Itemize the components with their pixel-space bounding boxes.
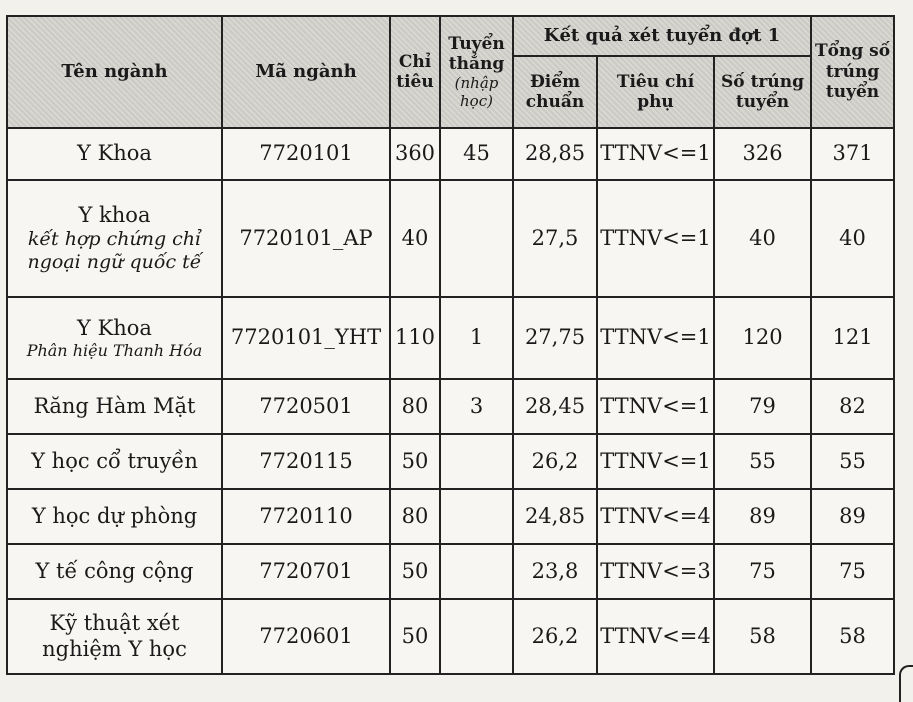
row-code: 7720501 [222, 379, 390, 434]
row-admitted: 120 [714, 297, 811, 379]
row-total: 89 [811, 489, 894, 544]
header-quota: Chỉ tiêu [390, 16, 440, 128]
row-code: 7720115 [222, 434, 390, 489]
row-cutoff: 23,8 [513, 544, 597, 599]
row-criteria: TTNV<=1 [597, 180, 714, 297]
admissions-table [6, 15, 895, 675]
row-name: Y học cổ truyền [7, 434, 222, 489]
row-code: 7720101_AP [222, 180, 390, 297]
row-total: 371 [811, 128, 894, 180]
row-criteria: TTNV<=3 [597, 544, 714, 599]
row-name: Kỹ thuật xét nghiệm Y học [7, 599, 222, 674]
header-admitted: Số trúng tuyển [714, 56, 811, 128]
header-direct-note: (nhập học) [454, 74, 499, 111]
row-name-subtitle: kết hợp chứng chỉ ngoại ngữ quốc tế [27, 228, 202, 274]
row-name [7, 180, 222, 297]
row-quota: 110 [390, 297, 440, 379]
row-admitted: 89 [714, 489, 811, 544]
row-name [7, 128, 222, 180]
row-cutoff: 26,2 [513, 434, 597, 489]
row-criteria: TTNV<=4 [597, 489, 714, 544]
row-direct: 3 [440, 379, 513, 434]
row-direct [440, 434, 513, 489]
row-cutoff: 27,75 [513, 297, 597, 379]
row-name [7, 297, 222, 379]
row-criteria: TTNV<=1 [597, 297, 714, 379]
row-cutoff: 27,5 [513, 180, 597, 297]
row-direct: 1 [440, 297, 513, 379]
row-admitted: 58 [714, 599, 811, 674]
row-total: 58 [811, 599, 894, 674]
row-total: 75 [811, 544, 894, 599]
row-total: 82 [811, 379, 894, 434]
row-code: 7720110 [222, 489, 390, 544]
page-corner-mark [899, 665, 913, 702]
header-total: Tổng số trúng tuyển [811, 16, 894, 128]
table-row [7, 379, 894, 434]
header-result-group: Kết quả xét tuyển đợt 1 [513, 16, 811, 56]
row-name: Y tế công cộng [7, 544, 222, 599]
row-code: 7720101_YHT [222, 297, 390, 379]
table-row [7, 599, 894, 674]
row-cutoff: 26,2 [513, 599, 597, 674]
row-admitted: 326 [714, 128, 811, 180]
header-code: Mã ngành [222, 16, 390, 128]
row-quota: 50 [390, 544, 440, 599]
row-criteria: TTNV<=1 [597, 128, 714, 180]
header-direct-label: Tuyển thẳng [448, 33, 505, 74]
row-direct [440, 180, 513, 297]
row-code: 7720701 [222, 544, 390, 599]
table-row [7, 544, 894, 599]
row-name-subtitle: Phân hiệu Thanh Hóa [26, 341, 203, 360]
row-total: 40 [811, 180, 894, 297]
table-row [7, 434, 894, 489]
row-total: 55 [811, 434, 894, 489]
row-admitted: 40 [714, 180, 811, 297]
table-row [7, 297, 894, 379]
row-quota: 40 [390, 180, 440, 297]
row-quota: 50 [390, 434, 440, 489]
row-quota: 80 [390, 379, 440, 434]
row-total: 121 [811, 297, 894, 379]
row-direct [440, 599, 513, 674]
row-admitted: 55 [714, 434, 811, 489]
row-name: Răng Hàm Mặt [7, 379, 222, 434]
row-criteria: TTNV<=1 [597, 379, 714, 434]
row-cutoff: 28,45 [513, 379, 597, 434]
row-quota: 360 [390, 128, 440, 180]
row-code: 7720601 [222, 599, 390, 674]
row-direct [440, 544, 513, 599]
row-quota: 50 [390, 599, 440, 674]
table-row [7, 180, 894, 297]
table-row [7, 128, 894, 180]
row-direct: 45 [440, 128, 513, 180]
row-criteria: TTNV<=4 [597, 599, 714, 674]
row-name-text: Y Khoa [77, 315, 152, 340]
row-name-text: Y khoa [78, 203, 151, 228]
header-direct [440, 16, 513, 128]
row-cutoff: 24,85 [513, 489, 597, 544]
row-name-text: Y Khoa [77, 141, 152, 166]
row-admitted: 75 [714, 544, 811, 599]
row-criteria: TTNV<=1 [597, 434, 714, 489]
row-direct [440, 489, 513, 544]
header-cutoff: Điểm chuẩn [513, 56, 597, 128]
header-name: Tên ngành [7, 16, 222, 128]
row-code: 7720101 [222, 128, 390, 180]
row-cutoff: 28,85 [513, 128, 597, 180]
table-row [7, 489, 894, 544]
row-admitted: 79 [714, 379, 811, 434]
row-name: Y học dự phòng [7, 489, 222, 544]
header-criteria: Tiêu chí phụ [597, 56, 714, 128]
row-quota: 80 [390, 489, 440, 544]
